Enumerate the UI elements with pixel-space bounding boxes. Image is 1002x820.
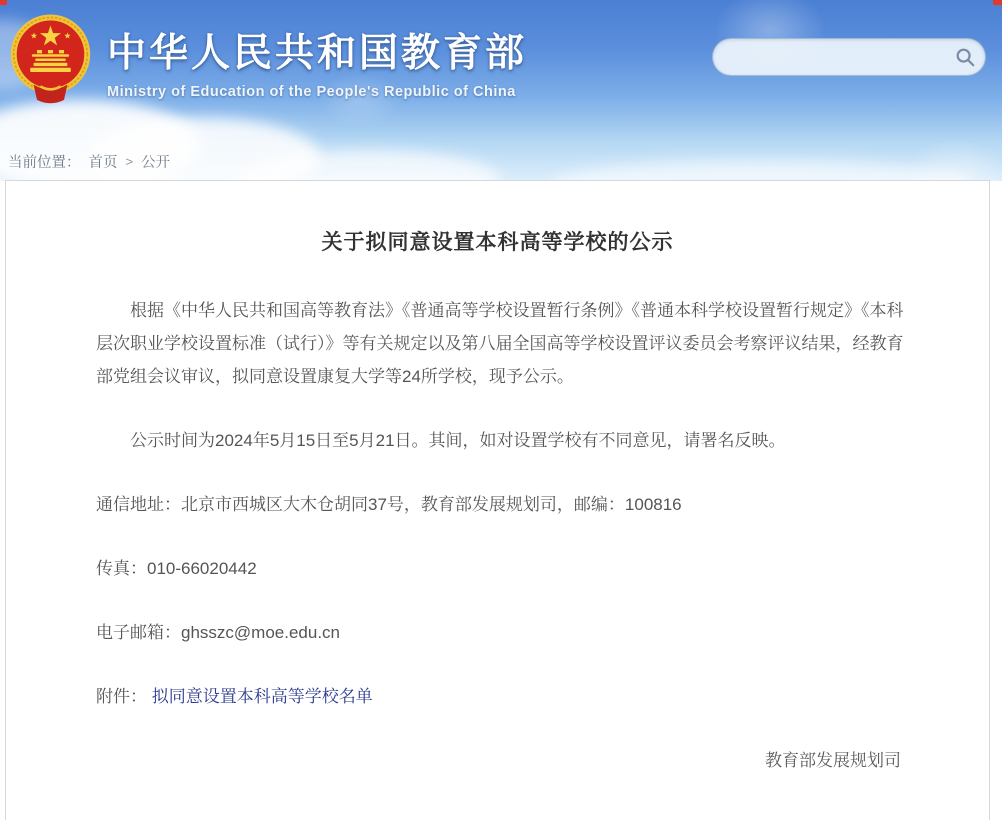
breadcrumb-section-link[interactable]: 公开 [141, 155, 171, 171]
paragraph-mailing-address: 通信地址：北京市西城区大木仓胡同37号，教育部发展规划司，邮编：100816 [96, 495, 682, 514]
breadcrumb-home-link[interactable]: 首页 [88, 155, 118, 171]
article-body [6, 256, 989, 777]
site-brand[interactable] [8, 12, 527, 110]
paragraph-notice-period: 公示时间为2024年5月15日至5月21日。其间，如对设置学校有不同意见，请署名反映。 [130, 431, 786, 450]
article-card [5, 180, 990, 820]
corner-mark [0, 0, 7, 5]
search-bar[interactable] [712, 38, 986, 76]
corner-mark [993, 0, 1002, 5]
search-button[interactable] [945, 38, 985, 76]
paragraph-email: 电子邮箱：ghsszc@moe.edu.cn [96, 623, 341, 642]
paragraph-basis: 根据《中华人民共和国高等教育法》《普通高等学校设置暂行条例》《普通本科学校设置暂行规定》《本科层次职业学校设置标准（试行）》等有关规定以及第八届全国高等学校设置评议委员会考察评议结果，经教育部党组会议审议，拟同意设置康复大学等24所学校，现予公示。 [96, 301, 904, 386]
site-subtitle: Ministry of Education of the People's Republic of China [107, 84, 516, 100]
paragraph-fax: 传真：010-66020442 [96, 559, 257, 578]
breadcrumb-label: 当前位置： [8, 155, 81, 171]
attachment-label: 附件： [96, 687, 147, 706]
breadcrumb-separator: > [125, 154, 134, 169]
site-title: 中华人民共和国教育部 [107, 32, 528, 75]
attachment-link[interactable]: 拟同意设置本科高等学校名单 [151, 687, 373, 706]
signature-department: 教育部发展规划司 [765, 751, 901, 770]
national-emblem-icon [8, 12, 93, 110]
search-input[interactable] [713, 39, 945, 75]
breadcrumb [8, 151, 170, 172]
document-title: 关于拟同意设置本科高等学校的公示 [321, 231, 674, 254]
attachment-line [96, 680, 905, 713]
search-icon [954, 46, 976, 68]
